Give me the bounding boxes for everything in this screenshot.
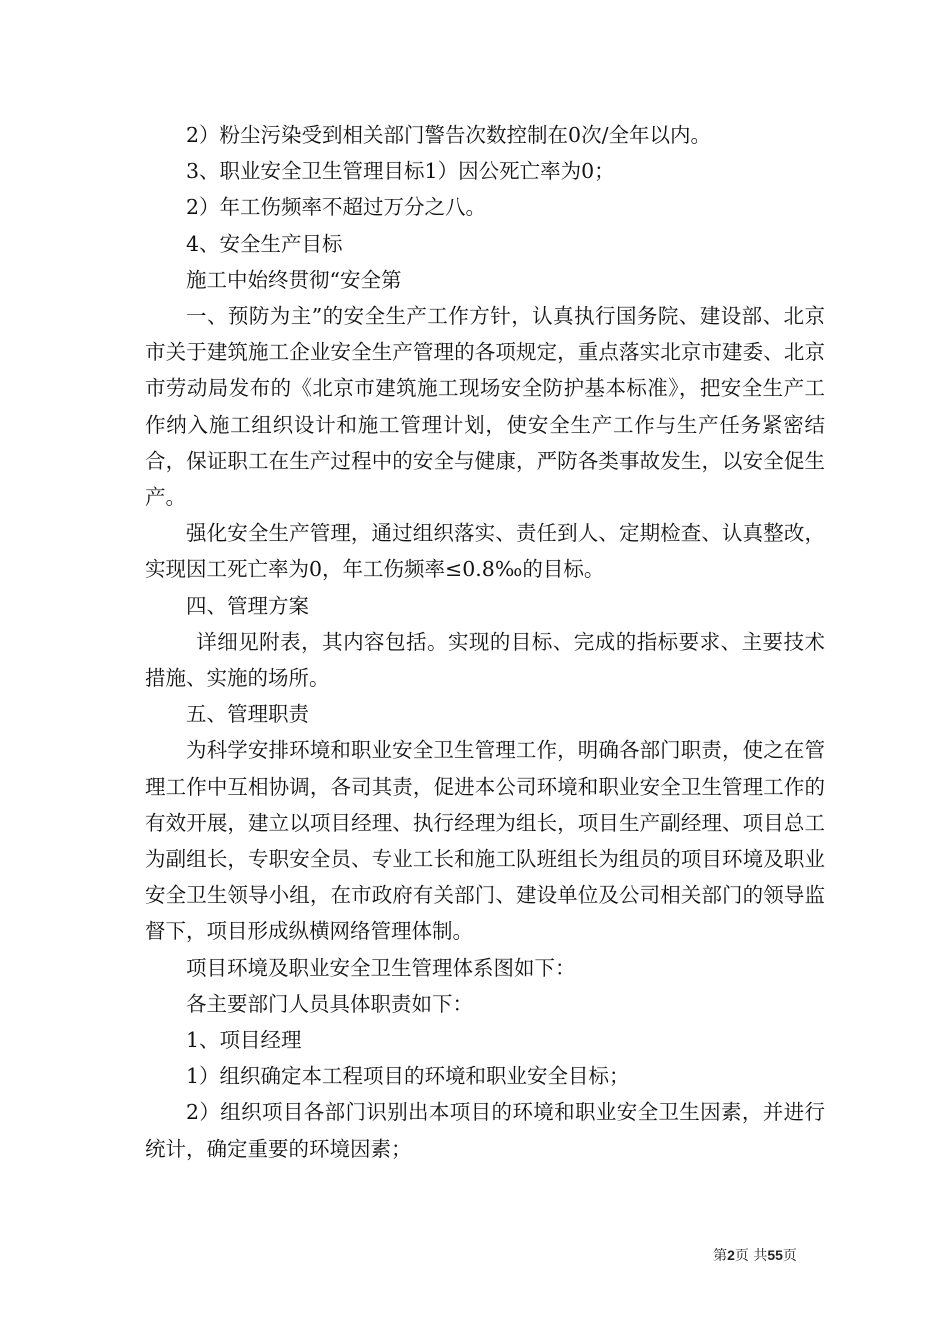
paragraph: 一、预防为主”的安全生产工作方针，认真执行国务院、建设部、北京市关于建筑施工企业安全生产管理的各项规定，重点落实北京市建委、北京市劳动局发布的《北京市建筑施工现场安全防护基本标准》，把安全生产工作纳入施工组织设计和施工管理计划，使安全生产工作与生产任务紧密结合，保证职工在生产过程中的安全与健康，严防各类事故发生，以安全促生产。 (145, 304, 825, 510)
section-heading: 4、安全生产目标 (186, 231, 343, 256)
current-page-number: 2 (727, 1247, 735, 1263)
paragraph: 为科学安排环境和职业安全卫生管理工作，明确各部门职责，使之在管理工作中互相协调，各司其责，促进本公司环境和职业安全卫生管理工作的有效开展，建立以项目经理、执行经理为组长，项目生产副经理、项目总工为副组长，专职安全员、专业工长和施工队班组长为组员的项目环境及职业安全卫生领导小组，在市政府有关部门、建设单位及公司相关部门的领导监督下，项目形成纵横网络管理体制。 (145, 738, 825, 944)
total-page-count: 55 (767, 1247, 783, 1263)
paragraph: 各主要部门人员具体职责如下： (186, 991, 473, 1016)
paragraph: 项目环境及职业安全卫生管理体系图如下： (186, 955, 576, 980)
paragraph: 详细见附表，其内容包括。实现的目标、完成的指标要求、主要技术措施、实施的场所。 (145, 629, 825, 691)
paragraph: 2）年工伤频率不超过万分之八。 (186, 195, 487, 220)
page-number-label (713, 1248, 797, 1264)
paragraph: 3、职业安全卫生管理目标1）因公死亡率为0； (186, 159, 615, 184)
footer-suffix: 页 (782, 1248, 797, 1264)
section-heading: 五、管理职责 (186, 702, 309, 727)
document-body (145, 117, 825, 1167)
footer-prefix: 第 (713, 1248, 728, 1264)
paragraph: 1）组织确定本工程项目的环境和职业安全目标； (186, 1064, 630, 1089)
paragraph: 施工中始终贯彻“安全第 (186, 267, 402, 292)
footer-middle: 页 共 (734, 1248, 768, 1264)
paragraph: 2）粉尘污染受到相关部门警告次数控制在0次/全年以内。 (186, 123, 711, 147)
paragraph: 强化安全生产管理，通过组织落实、责任到人、定期检查、认真整改，实现因工死亡率为0，年工伤频率≤0.8‰的目标。 (145, 521, 825, 582)
section-heading: 四、管理方案 (186, 593, 309, 618)
page-footer (0, 1245, 950, 1265)
paragraph: 2）组织项目各部门识别出本项目的环境和职业安全卫生因素，并进行统计，确定重要的环境因素； (145, 1100, 825, 1161)
section-heading: 1、项目经理 (186, 1028, 302, 1053)
